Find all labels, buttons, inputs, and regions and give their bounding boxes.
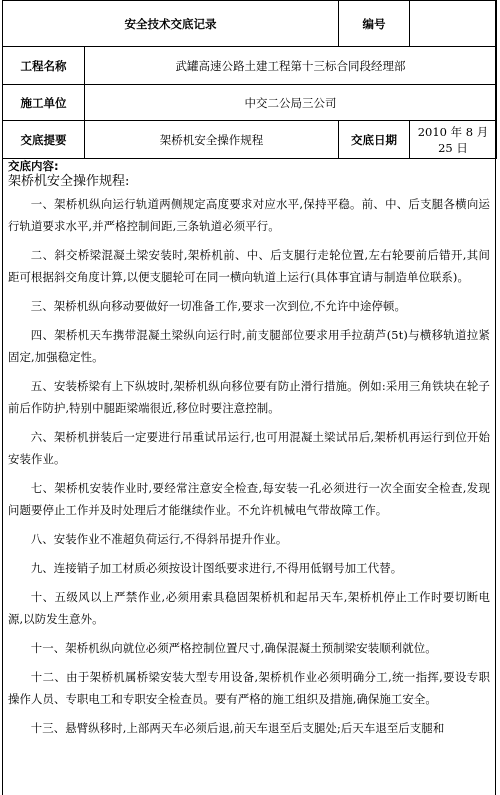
rule-paragraph: 五、安装桥梁有上下纵坡时,架桥机纵向移位要有防止滑行措施。例如:采用三角铁块在轮子前后作防护,特别中腿距梁端很近,移位时要注意控制。	[8, 379, 490, 415]
date-line-2: 25 日	[438, 140, 468, 155]
construction-unit-value: 中交二公局三公司	[85, 85, 497, 121]
rule-paragraph: 十三、悬臂纵移时,上部两天车必须后退,前天车退至后支腿处;后天车退至后支腿和	[30, 721, 445, 735]
rule-paragraph: 十一、架桥机纵向就位必须严格控制位置尺寸,确保混凝土预制梁安装顺利就位。	[30, 641, 437, 655]
rule-paragraph: 六、架桥机拼装后一定要进行吊重试吊运行,也可用混凝土梁试吊后,架桥机再运行到位开始安装作业。	[8, 430, 490, 466]
content-subtitle: 架桥机安全操作规程:	[8, 174, 130, 189]
number-label: 编号	[339, 1, 410, 47]
date-label: 交底日期	[339, 121, 410, 159]
rule-paragraph: 二、斜交桥梁混凝土梁安装时,架桥机前、中、后支腿行走轮位置,左右轮要前后错开,其间距可根据斜交角度计算,以便支腿轮可在同一横向轨道上运行(具体事宜请与制造单位联系)。	[8, 248, 490, 284]
rule-paragraph: 十二、由于架桥机属桥梁安装大型专用设备,架桥机作业必须明确分工,统一指挥,要设专职操作人员、专职电工和专职安全检查员。要有严格的施工组织及措施,确保施工安全。	[8, 670, 490, 706]
rule-paragraph: 七、架桥机安装作业时,要经常注意安全检查,每安装一孔必须进行一次全面安全检查,发现问题要停止工作并及时处理后才能继续作业。不允许机械电气带故障工作。	[8, 481, 490, 517]
rule-paragraph: 一、架桥机纵向运行轨道两侧规定高度要求对应水平,保持平稳。前、中、后支腿各横向运行轨道要求水平,并严格控制间距,三条轨道必须平行。	[8, 197, 490, 233]
date-value	[410, 121, 497, 159]
rule-paragraph: 八、安装作业不准超负荷运行,不得斜吊提升作业。	[30, 532, 288, 546]
header-table	[2, 0, 497, 159]
project-name-value: 武罐高速公路土建工程第十三标合同段经理部	[85, 47, 497, 85]
date-line-1: 2010 年 8 月	[417, 124, 489, 139]
summary-label: 交底提要	[3, 121, 85, 159]
content-section	[2, 158, 496, 746]
rule-paragraph: 九、连接销子加工材质必须按设计图纸要求进行,不得用低钢号加工代替。	[30, 561, 403, 575]
construction-unit-label: 施工单位	[3, 85, 85, 121]
rule-paragraph: 三、架桥机纵向移动要做好一切准备工作,要求一次到位,不允许中途停顿。	[30, 299, 406, 313]
document-title: 安全技术交底记录	[3, 1, 339, 47]
rule-paragraph: 十、五级风以上严禁作业,必须用索具稳固架桥机和起吊天车,架桥机停止工作时要切断电源,以防发生意外。	[8, 590, 490, 626]
rule-paragraph: 四、架桥机天车携带混凝土梁纵向运行时,前支腿部位要求用手拉葫芦(5t)与横移轨道拉紧固定,加强稳定性。	[8, 328, 490, 364]
project-name-label: 工程名称	[3, 47, 85, 85]
summary-value: 架桥机安全操作规程	[85, 121, 339, 159]
content-label: 交底内容:	[8, 159, 59, 173]
number-value	[410, 1, 497, 47]
